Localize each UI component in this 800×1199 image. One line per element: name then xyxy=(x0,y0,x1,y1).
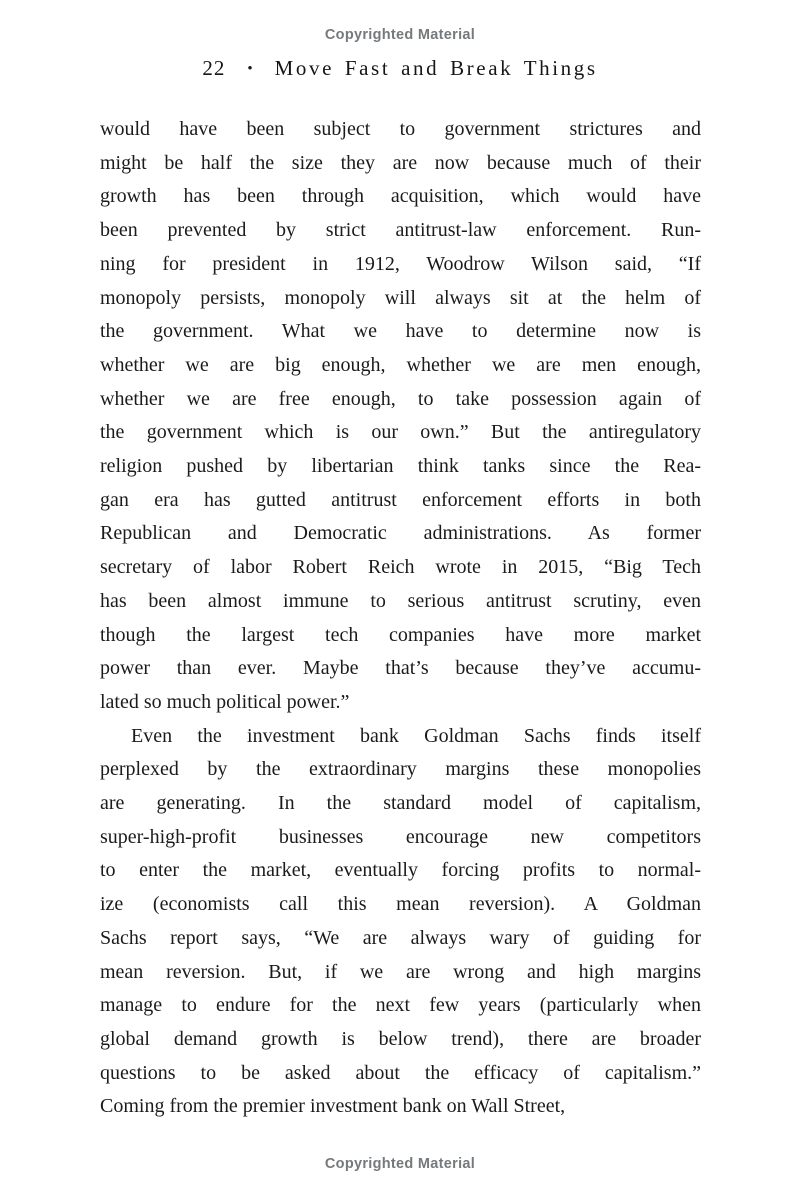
text-line: lated so much political power.” xyxy=(100,690,350,713)
copyright-notice-bottom: Copyrighted Material xyxy=(324,1156,476,1172)
text-line: ning for president in 1912, Woodrow Wilson said, “If xyxy=(100,252,701,275)
text-line: gan era has gutted antitrust enforcement efforts in both xyxy=(100,488,701,511)
running-title: Move Fast and Break Things xyxy=(274,56,598,80)
page-number: 22 xyxy=(202,56,226,80)
text-line: ize (economists call this mean reversion). A Goldman xyxy=(100,893,701,916)
text-line: questions to be asked about the efficacy of capitalism.” xyxy=(100,1061,701,1084)
text-line: mean reversion. But, if we are wrong and high margins xyxy=(100,960,701,983)
bullet-separator: • xyxy=(247,61,253,77)
text-line: though the largest tech companies have more market xyxy=(100,623,701,646)
text-line: are generating. In the standard model of capitalism, xyxy=(100,792,701,815)
text-line: global demand growth is below trend), there are broader xyxy=(100,1027,701,1050)
text-line: Even the investment bank Goldman Sachs finds itself xyxy=(131,724,701,747)
text-line: super-high-profit businesses encourage new competitors xyxy=(100,825,701,848)
text-line: whether we are big enough, whether we are men enough, xyxy=(100,353,701,376)
copyright-notice-top: Copyrighted Material xyxy=(324,27,476,43)
text-line: would have been subject to government strictures and xyxy=(100,118,701,140)
text-line: the government which is our own.” But the antiregulatory xyxy=(100,421,701,444)
text-line: been prevented by strict antitrust-law enforcement. Run- xyxy=(100,219,701,242)
text-line: religion pushed by libertarian think tanks since the Rea- xyxy=(100,455,701,478)
text-line: Republican and Democratic administrations. As former xyxy=(100,522,701,545)
text-line: Sachs report says, “We are always wary of guiding for xyxy=(100,926,701,949)
text-line: has been almost immune to serious antitrust scrutiny, even xyxy=(100,589,701,612)
text-line: secretary of labor Robert Reich wrote in 2015, “Big Tech xyxy=(100,556,701,579)
text-line: perplexed by the extraordinary margins these monopolies xyxy=(100,758,701,781)
body-text xyxy=(100,113,701,1124)
text-line: growth has been through acquisition, which would have xyxy=(100,185,701,208)
text-line: to enter the market, eventually forcing profits to normal- xyxy=(100,859,701,882)
text-line: whether we are free enough, to take possession again of xyxy=(100,387,701,410)
text-line: monopoly persists, monopoly will always sit at the helm of xyxy=(100,286,701,309)
page-header xyxy=(0,56,800,81)
text-line: the government. What we have to determine now is xyxy=(100,320,701,343)
text-line: Coming from the premier investment bank on Wall Street, xyxy=(100,1095,566,1118)
text-line: manage to endure for the next few years (particularly when xyxy=(100,994,701,1017)
text-line: might be half the size they are now because much of their xyxy=(100,151,701,174)
text-line: power than ever. Maybe that’s because they’ve accumu- xyxy=(100,657,701,680)
